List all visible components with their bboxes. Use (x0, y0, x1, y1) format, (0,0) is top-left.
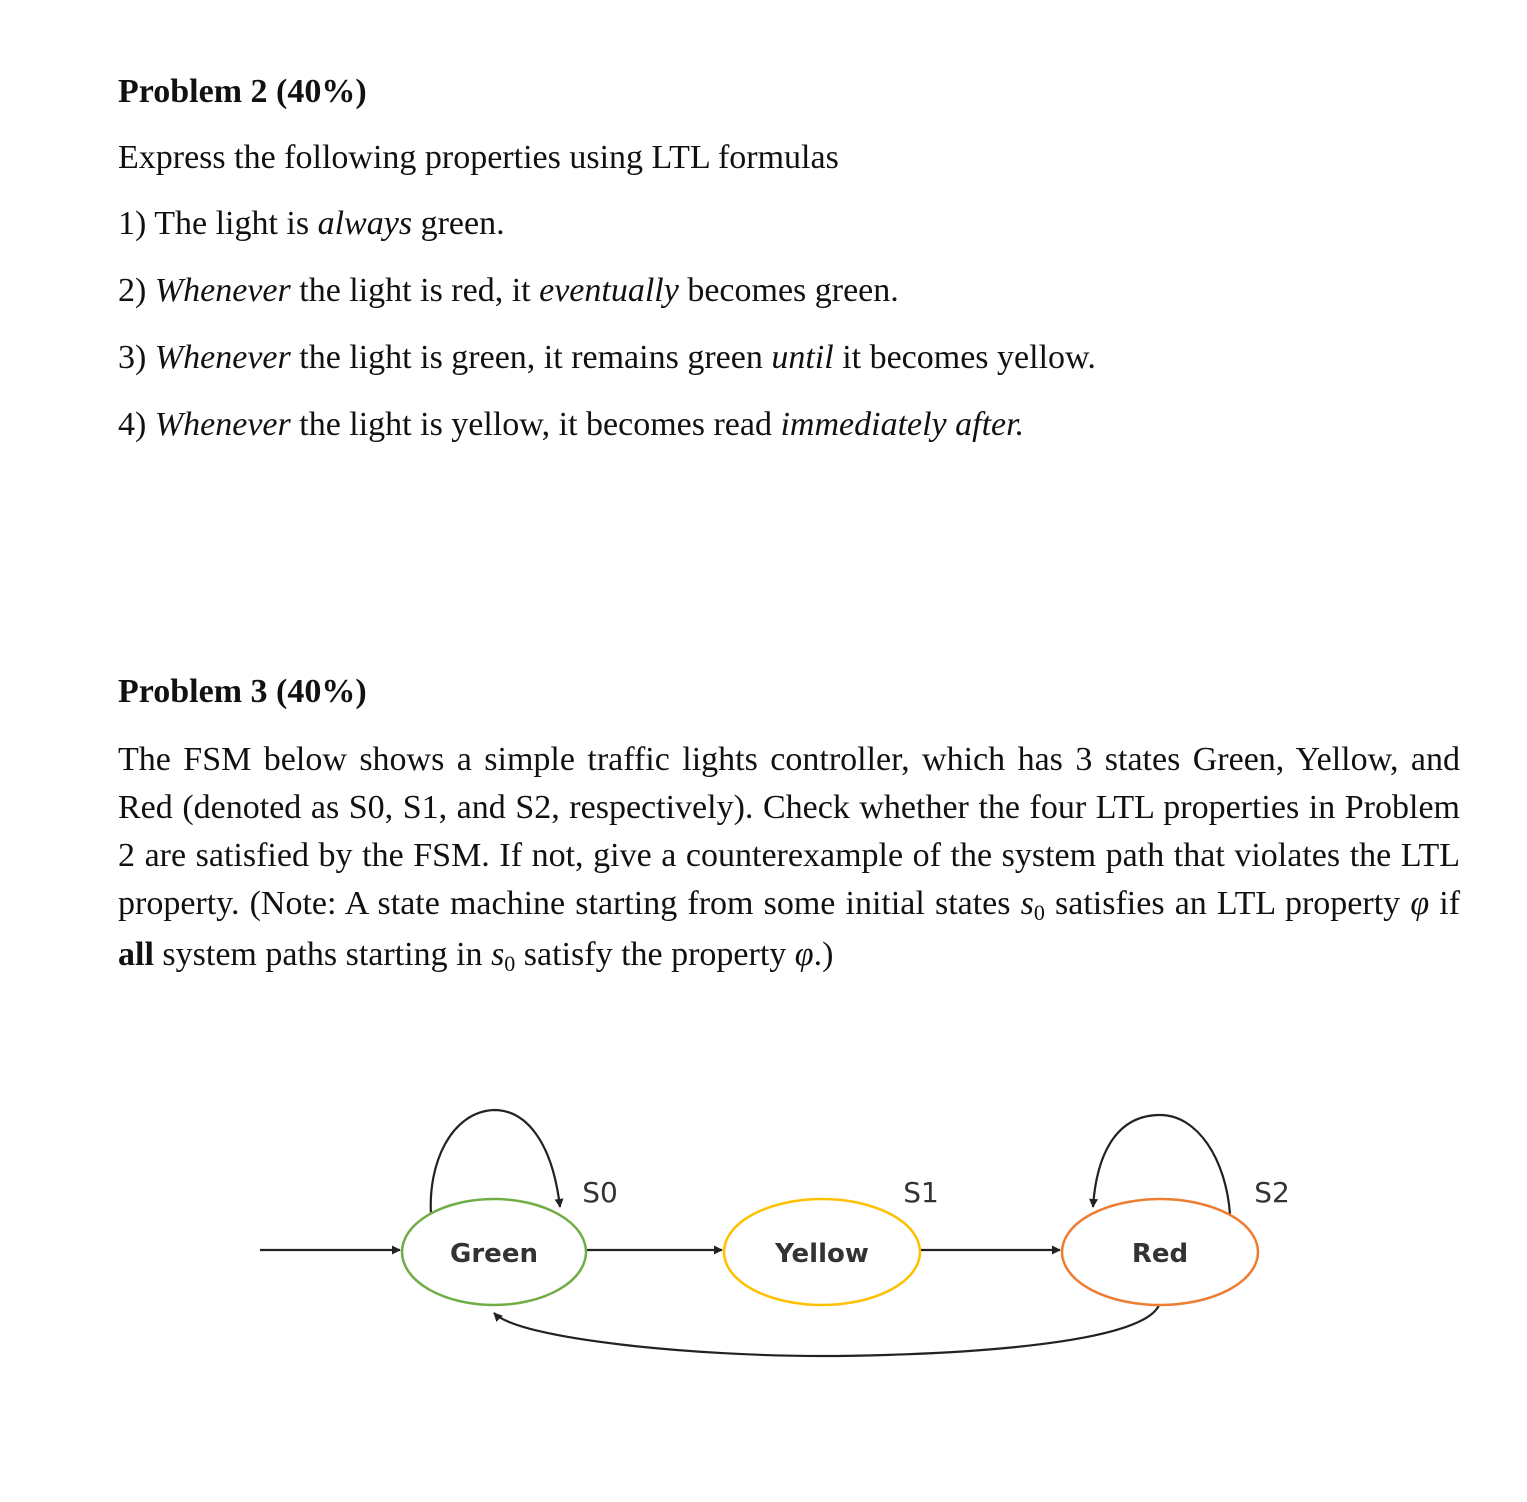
description-text: The FSM below shows a simple traffic lights controller, which has 3 states Green, Yellow, and Red (denoted as S0, S1, and S2, respectively). Check whether the four LTL properties in Problem 2 are satisfied by the FSM. If not, give a counterexample of the system path that violates the LTL property. (Note: A state machine starting from some initial states (118, 741, 1460, 922)
property-text: becomes green. (687, 272, 899, 309)
property-4 (118, 405, 1024, 445)
initial-state-symbol: s0 (1020, 885, 1045, 925)
description-text: .) (813, 936, 834, 973)
state-yellow-id: S1 (903, 1176, 939, 1209)
description-text: if (1439, 885, 1461, 922)
property-text: green. (420, 205, 505, 242)
property-1 (118, 204, 505, 244)
property-emphasis: until (771, 339, 834, 376)
state-red-id: S2 (1254, 1176, 1290, 1209)
property-text: the light is green, it remains green (299, 339, 763, 376)
property-text: it becomes yellow. (842, 339, 1096, 376)
problem-3-heading: Problem 3 (40%) (118, 673, 367, 710)
phi-symbol: φ (1410, 885, 1430, 922)
property-text: the light is red, it (299, 272, 531, 309)
initial-state-symbol: s0 (491, 936, 516, 976)
fsm-diagram (0, 1090, 1527, 1380)
property-number: 2) (118, 272, 147, 309)
property-3 (118, 338, 1096, 378)
property-emphasis: eventually (539, 272, 679, 309)
description-text: satisfies an LTL property (1055, 885, 1401, 922)
state-green-label: Green (450, 1239, 538, 1269)
state-red-label: Red (1131, 1239, 1189, 1269)
state-green-id: S0 (582, 1176, 618, 1209)
description-text: system paths starting in (162, 936, 483, 973)
property-2 (118, 271, 899, 311)
property-emphasis: Whenever (154, 272, 291, 309)
problem-2-heading: Problem 2 (40%) (118, 73, 367, 110)
property-number: 1) (118, 205, 147, 242)
property-number: 3) (118, 339, 147, 376)
property-emphasis: Whenever (154, 406, 291, 443)
problem-3-description (118, 736, 1460, 982)
property-number: 4) (118, 406, 147, 443)
property-emphasis: immediately after. (780, 406, 1025, 443)
property-emphasis: always (317, 205, 413, 242)
description-text: satisfy the property (523, 936, 787, 973)
property-text: The light is (154, 205, 310, 242)
state-yellow-label: Yellow (775, 1239, 869, 1269)
problem-2-intro: Express the following properties using LTL formulas (118, 139, 839, 176)
property-emphasis: Whenever (154, 339, 291, 376)
all-emphasis: all (118, 936, 154, 973)
phi-symbol: φ (794, 936, 814, 973)
property-text: the light is yellow, it becomes read (299, 406, 772, 443)
edge-red-to-green (494, 1302, 1160, 1356)
